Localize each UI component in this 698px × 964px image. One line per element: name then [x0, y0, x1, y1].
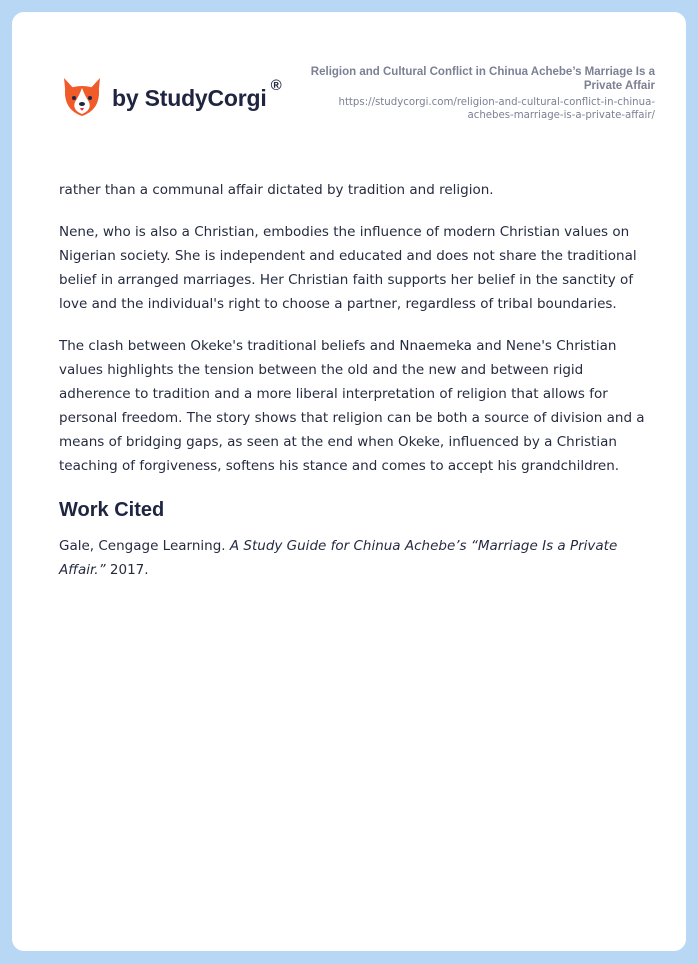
citation-title: A Study Guide for Chinua Achebe’s “Marriage Is a Private Affair.” — [59, 538, 618, 578]
document-url[interactable]: https://studycorgi.com/religion-and-cultural-conflict-in-chinua-achebes-marriage-is-a-private-affair/ — [338, 97, 655, 121]
works-cited-heading: Work Cited — [59, 499, 165, 521]
citation-author: Gale, Cengage Learning. — [59, 538, 226, 554]
corgi-logo-icon — [60, 76, 104, 120]
body-paragraph: The clash between Okeke's traditional beliefs and Nnaemeka and Nene's Christian values highlights the tension between the old and the new and between rigid adherence to tradition and a more liberal interpretation of religion that allows for personal freedom. The story shows that religion can be both a source of division and a means of bridging gaps, as seen at the end when Okeke, influenced by a Christian teaching of forgiveness, softens his stance and comes to accept his grandchildren. — [59, 338, 645, 474]
body-paragraph: Nene, who is also a Christian, embodies the influence of modern Christian values on Nigerian society. She is independent and educated and does not share the traditional belief in arranged marriages. Her Christian faith supports her belief in the sanctity of love and the individual's right to choose a partner, regardless of tribal boundaries. — [59, 224, 637, 312]
document-body — [59, 178, 659, 600]
page-header — [12, 12, 686, 152]
brand-text: by StudyCorgi — [112, 84, 267, 111]
studycorgi-logo[interactable] — [60, 76, 281, 120]
registered-mark: ® — [270, 76, 282, 94]
citation-year: 2017. — [109, 562, 149, 578]
citation-entry — [59, 534, 659, 582]
body-paragraph: rather than a communal affair dictated by tradition and religion. — [59, 182, 494, 198]
brand-name — [112, 76, 282, 112]
document-page — [12, 12, 686, 951]
document-title: Religion and Cultural Conflict in Chinua Achebe’s Marriage Is a Private Affair — [310, 66, 655, 92]
document-meta — [295, 65, 655, 122]
